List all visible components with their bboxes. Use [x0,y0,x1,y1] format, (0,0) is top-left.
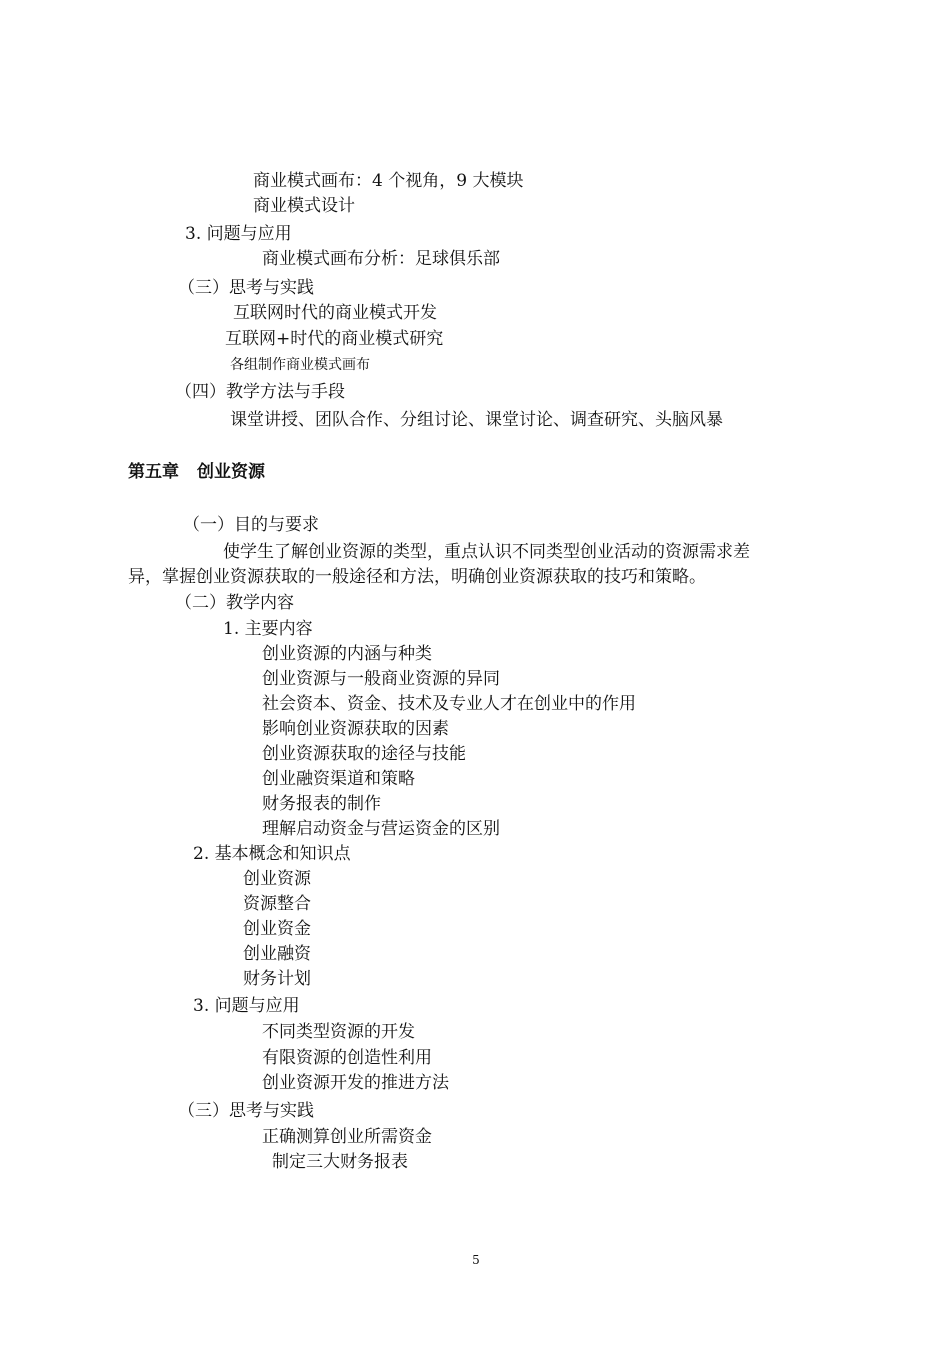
heading-goals: （一）目的与要求 [183,515,319,535]
subheading-basic-concepts: 2. 基本概念和知识点 [193,844,351,864]
list-item: 有限资源的创造性利用 [262,1048,432,1068]
line-group-canvas: 各组制作商业模式画布 [230,357,370,373]
list-item: 财务计划 [243,969,311,989]
chapter-number: 第五章 [128,462,179,482]
list-item: 创业融资 [243,944,311,964]
line-internet-plus: 互联网+时代的商业模式研究 [225,329,444,349]
list-item: 资源整合 [243,894,311,914]
subheading-main-content: 1. 主要内容 [223,619,313,639]
goals-paragraph-line1: 使学生了解创业资源的类型，重点认识不同类型创业活动的资源需求差 [223,542,750,562]
list-item: 理解启动资金与营运资金的区别 [262,819,500,839]
subheading-problem-application-2: 3. 问题与应用 [193,996,300,1016]
line-canvas-analysis: 商业模式画布分析：足球俱乐部 [262,249,500,269]
line-business-model-design: 商业模式设计 [253,196,355,216]
page-number: 5 [472,1253,480,1267]
list-item: 创业资源与一般商业资源的异同 [262,669,500,689]
list-item: 制定三大财务报表 [272,1152,408,1172]
list-item: 影响创业资源获取的因素 [262,719,449,739]
list-item: 正确测算创业所需资金 [262,1127,432,1147]
heading-teaching-methods: （四）教学方法与手段 [175,382,345,402]
list-item: 财务报表的制作 [262,794,381,814]
line-teaching-methods-list: 课堂讲授、团队合作、分组讨论、课堂讨论、调查研究、头脑风暴 [230,410,723,430]
list-item: 创业资金 [243,919,311,939]
list-item: 社会资本、资金、技术及专业人才在创业中的作用 [262,694,636,714]
heading-teaching-content: （二）教学内容 [175,593,294,613]
chapter-title: 创业资源 [197,462,265,482]
line-internet-era: 互联网时代的商业模式开发 [233,303,437,323]
list-item: 创业资源开发的推进方法 [262,1073,449,1093]
list-item: 不同类型资源的开发 [262,1022,415,1042]
goals-paragraph-line2: 异，掌握创业资源获取的一般途径和方法，明确创业资源获取的技巧和策略。 [128,567,706,587]
list-item: 创业资源 [243,869,311,889]
list-item: 创业融资渠道和策略 [262,769,415,789]
list-item: 创业资源获取的途径与技能 [262,744,466,764]
chapter-heading [128,461,265,483]
heading-thinking-practice: （三）思考与实践 [178,1101,314,1121]
heading-thinking-practice-top: （三）思考与实践 [178,278,314,298]
line-canvas-perspectives: 商业模式画布：4 个视角，9 大模块 [253,171,524,191]
list-item: 创业资源的内涵与种类 [262,644,432,664]
subheading-problem-application: 3. 问题与应用 [185,224,292,244]
